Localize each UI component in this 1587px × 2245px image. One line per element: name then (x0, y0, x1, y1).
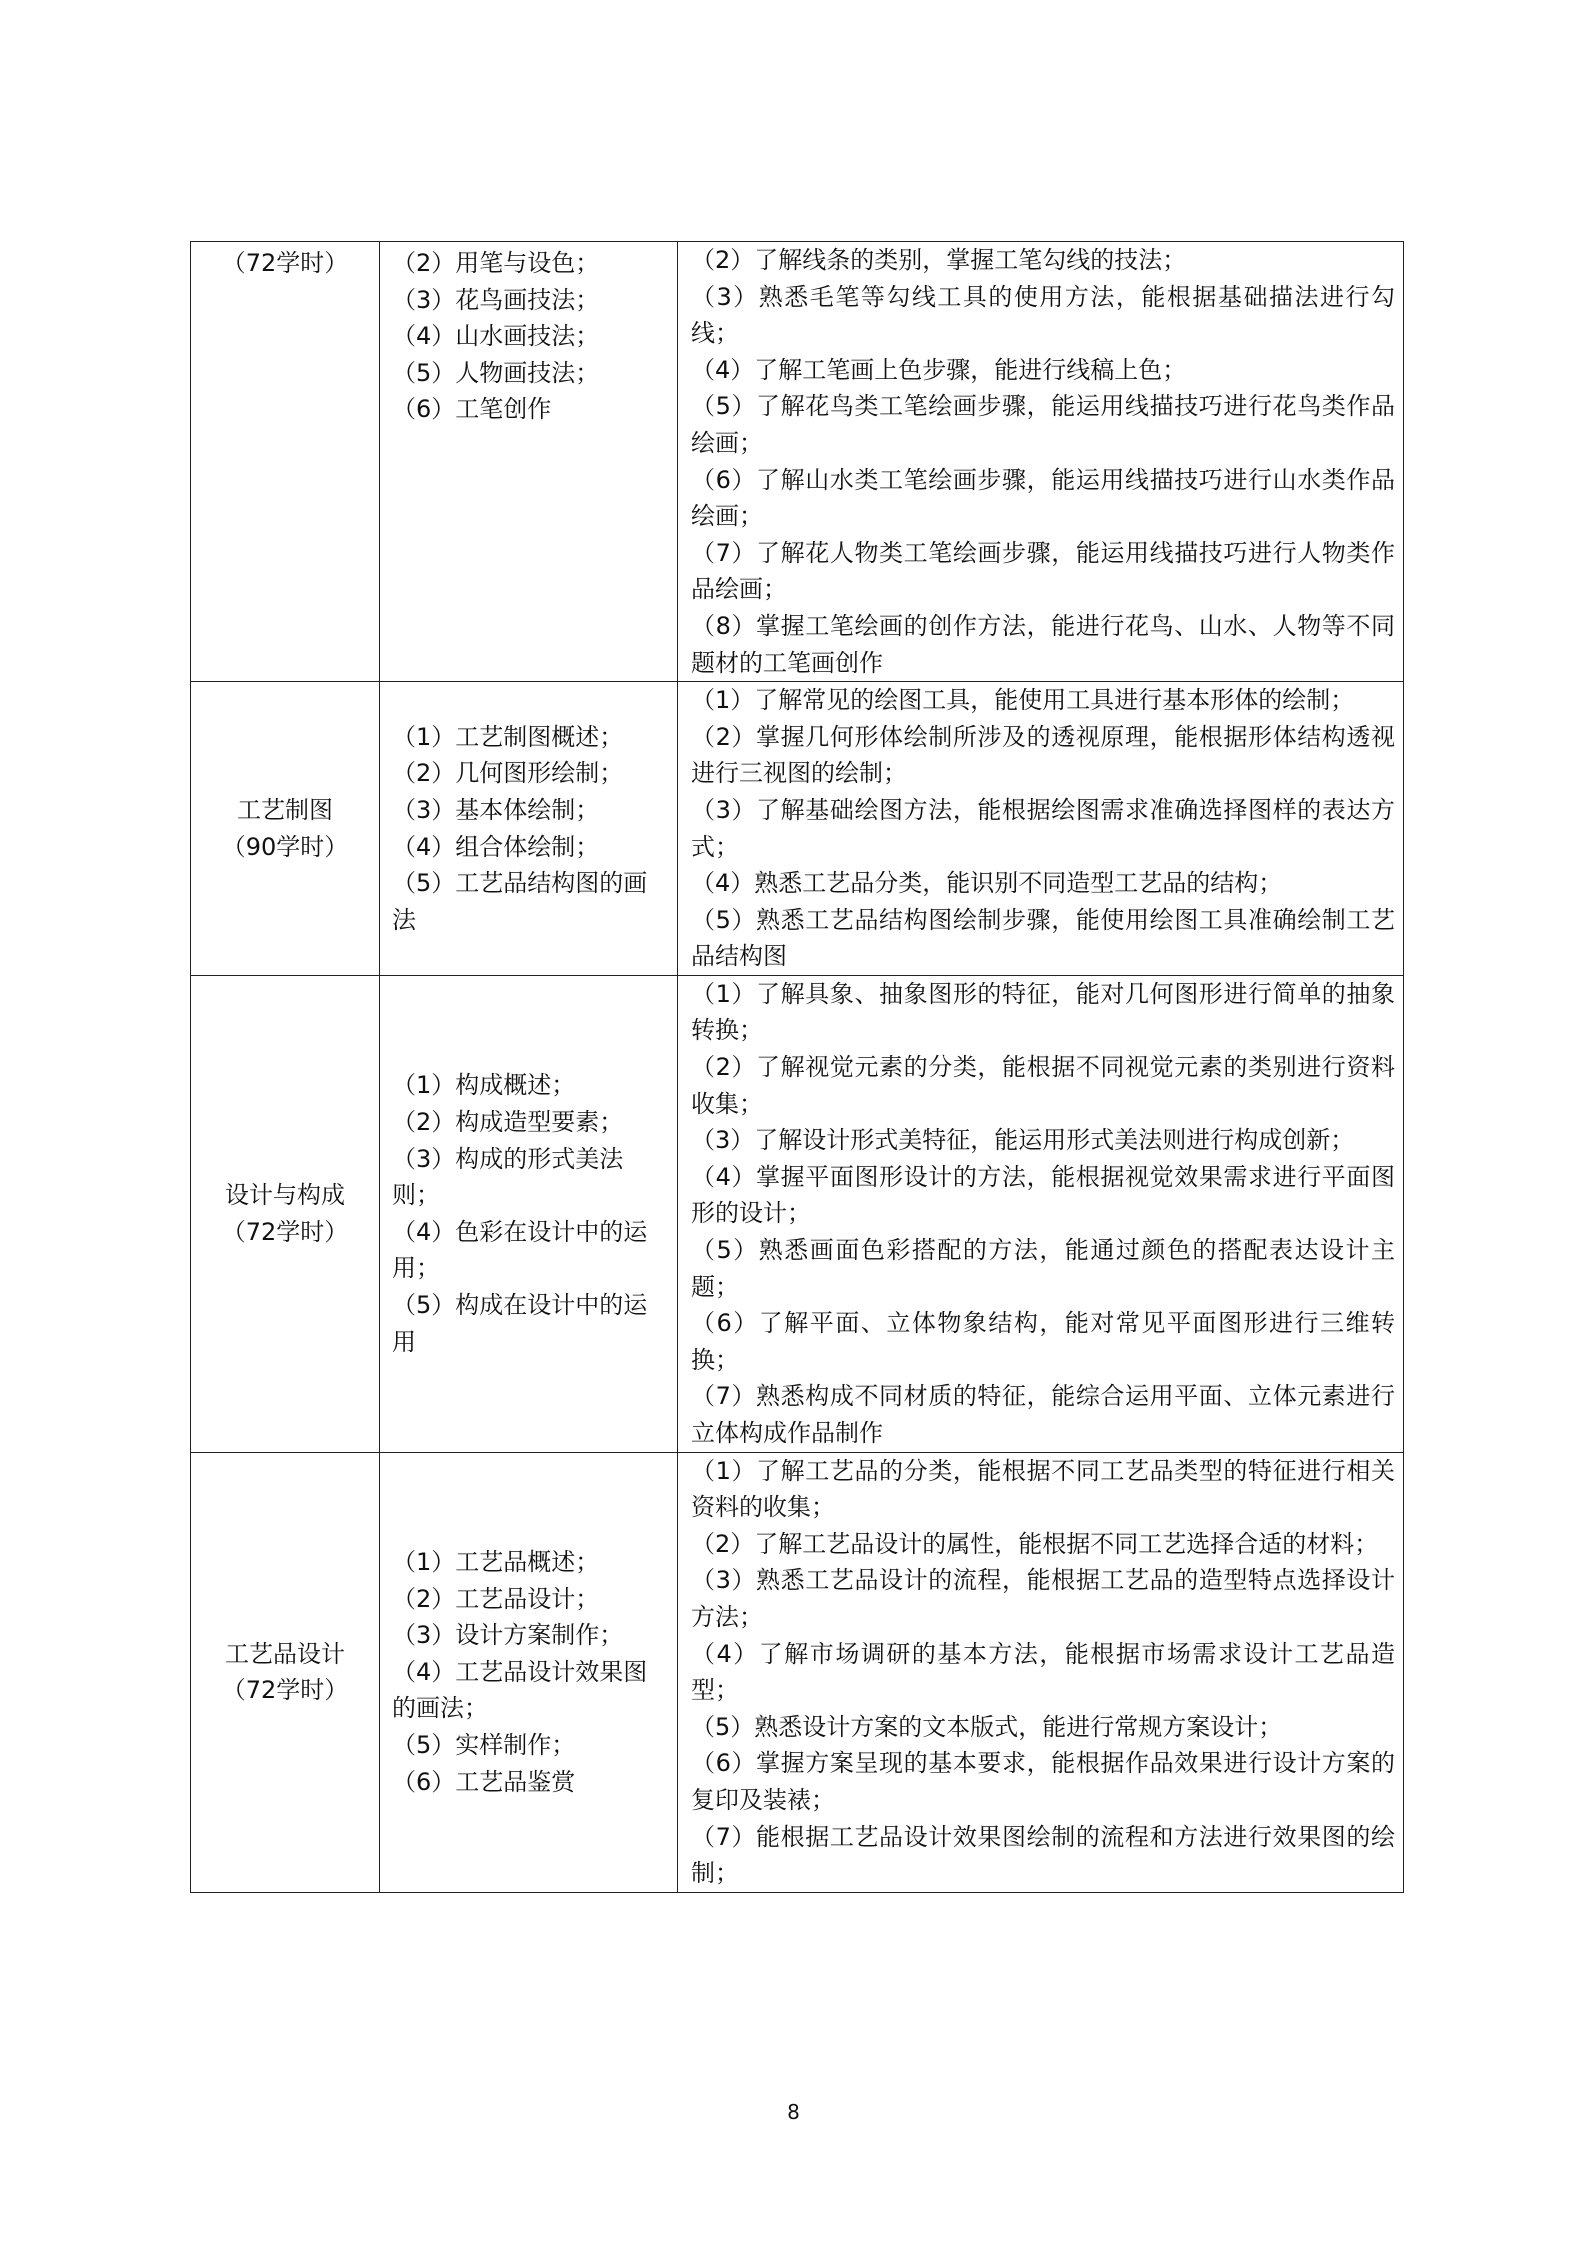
course-name-cell (191, 242, 380, 682)
requirement-item: （6）了解平面、立体物象结构，能对常见平面图形进行三维转换； (691, 1309, 1395, 1374)
course-name-cell (191, 975, 380, 1452)
content-item: （5）人物画技法； (392, 358, 600, 387)
content-item: （6）工艺品鉴赏 (392, 1767, 576, 1796)
course-hours: （72学时） (221, 1217, 349, 1246)
requirement-item: （3）熟悉毛笔等勾线工具的使用方法，能根据基础描法进行勾线； (691, 282, 1395, 348)
content-item: （5）实样制作； (392, 1731, 576, 1760)
content-item: （3）基本体绘制； (392, 795, 600, 824)
requirement-cell (678, 682, 1404, 976)
page-number: 8 (787, 2100, 800, 2124)
requirement-item: （2）了解线条的类别，掌握工笔勾线的技法； (691, 246, 1187, 274)
content-item: （4）色彩在设计中的运用； (392, 1217, 648, 1283)
content-cell (380, 682, 678, 976)
requirement-item: （2）了解视觉元素的分类，能根据不同视觉元素的类别进行资料收集； (691, 1053, 1395, 1118)
requirement-item: （4）掌握平面图形设计的方法，能根据视觉效果需求进行平面图形的设计； (691, 1162, 1395, 1228)
content-cell (380, 1452, 678, 1892)
course-title: 设计与构成 (225, 1181, 345, 1210)
requirement-item: （8）掌握工笔绘画的创作方法，能进行花鸟、山水、人物等不同题材的工笔画创作 (691, 611, 1395, 677)
table-row (191, 975, 1404, 1452)
course-hours: （72学时） (221, 1676, 349, 1705)
table-row (191, 1452, 1404, 1892)
content-item: （3）构成的形式美法则； (392, 1144, 624, 1210)
table-row (191, 682, 1404, 976)
content-cell (380, 242, 678, 682)
requirement-item: （7）能根据工艺品设计效果图绘制的流程和方法进行效果图的绘制； (691, 1822, 1395, 1888)
requirement-item: （6）了解山水类工笔绘画步骤，能运用线描技巧进行山水类作品绘画； (691, 465, 1395, 531)
requirement-item: （1）了解工艺品的分类，能根据不同工艺品类型的特征进行相关资料的收集； (691, 1456, 1395, 1522)
content-item: （1）工艺品概述； (392, 1548, 600, 1577)
requirement-item: （5）熟悉设计方案的文本版式，能进行常规方案设计； (691, 1712, 1283, 1741)
requirement-item: （3）了解设计形式美特征，能运用形式美法则进行构成创新； (691, 1126, 1355, 1155)
requirement-cell (678, 242, 1404, 682)
course-hours: （90学时） (221, 832, 349, 861)
content-item: （4）组合体绘制； (392, 832, 600, 861)
content-item: （2）构成造型要素； (392, 1107, 624, 1136)
requirement-item: （1）了解常见的绘图工具，能使用工具进行基本形体的绘制； (691, 686, 1355, 715)
course-title: 工艺品设计 (225, 1639, 345, 1668)
content-item: （2）几何图形绘制； (392, 759, 624, 788)
content-item: （4）工艺品设计效果图的画法； (392, 1657, 648, 1723)
requirement-item: （1）了解具象、抽象图形的特征，能对几何图形进行简单的抽象转换； (691, 979, 1395, 1045)
requirement-item: （4）了解工笔画上色步骤，能进行线稿上色； (691, 355, 1187, 384)
requirement-item: （5）熟悉工艺品结构图绘制步骤，能使用绘图工具准确绘制工艺品结构图 (691, 905, 1395, 971)
content-item: （2）用笔与设色； (392, 249, 600, 277)
content-item: （1）工艺制图概述； (392, 722, 624, 751)
requirement-item: （5）熟悉画面色彩搭配的方法，能通过颜色的搭配表达设计主题； (691, 1236, 1395, 1301)
requirement-item: （4）熟悉工艺品分类，能识别不同造型工艺品的结构； (691, 869, 1283, 898)
course-title: 工艺制图 (237, 795, 333, 824)
content-cell (380, 975, 678, 1452)
table-row (191, 242, 1404, 682)
content-item: （3）花鸟画技法； (392, 285, 600, 314)
course-name-cell (191, 682, 380, 976)
content-item: （6）工笔创作 (392, 395, 552, 424)
requirement-item: （4）了解市场调研的基本方法，能根据市场需求设计工艺品造型； (691, 1639, 1395, 1705)
requirement-item: （7）熟悉构成不同材质的特征，能综合运用平面、立体元素进行立体构成作品制作 (691, 1382, 1395, 1447)
course-name-cell (191, 1452, 380, 1892)
content-item: （4）山水画技法； (392, 322, 600, 351)
content-item: （5）工艺品结构图的画法 (392, 869, 648, 934)
requirement-item: （3）熟悉工艺品设计的流程，能根据工艺品的造型特点选择设计方法； (691, 1566, 1395, 1631)
requirement-item: （5）了解花鸟类工笔绘画步骤，能运用线描技巧进行花鸟类作品绘画； (691, 392, 1395, 457)
course-hours: （72学时） (221, 249, 349, 277)
content-item: （1）构成概述； (392, 1071, 576, 1100)
requirement-cell (678, 975, 1404, 1452)
requirement-item: （2）掌握几何形体绘制所涉及的透视原理，能根据形体结构透视进行三视图的绘制； (691, 722, 1395, 788)
requirement-item: （3）了解基础绘图方法，能根据绘图需求准确选择图样的表达方式； (691, 795, 1395, 861)
requirement-item: （6）掌握方案呈现的基本要求，能根据作品效果进行设计方案的复印及装裱； (691, 1749, 1395, 1814)
requirement-cell (678, 1452, 1404, 1892)
content-item: （2）工艺品设计； (392, 1584, 600, 1613)
requirement-item: （2）了解工艺品设计的属性，能根据不同工艺选择合适的材料； (691, 1529, 1379, 1558)
curriculum-table (190, 241, 1404, 1893)
content-item: （3）设计方案制作； (392, 1621, 624, 1650)
requirement-item: （7）了解花人物类工笔绘画步骤，能运用线描技巧进行人物类作品绘画； (691, 538, 1395, 604)
content-item: （5）构成在设计中的运用 (392, 1290, 648, 1356)
